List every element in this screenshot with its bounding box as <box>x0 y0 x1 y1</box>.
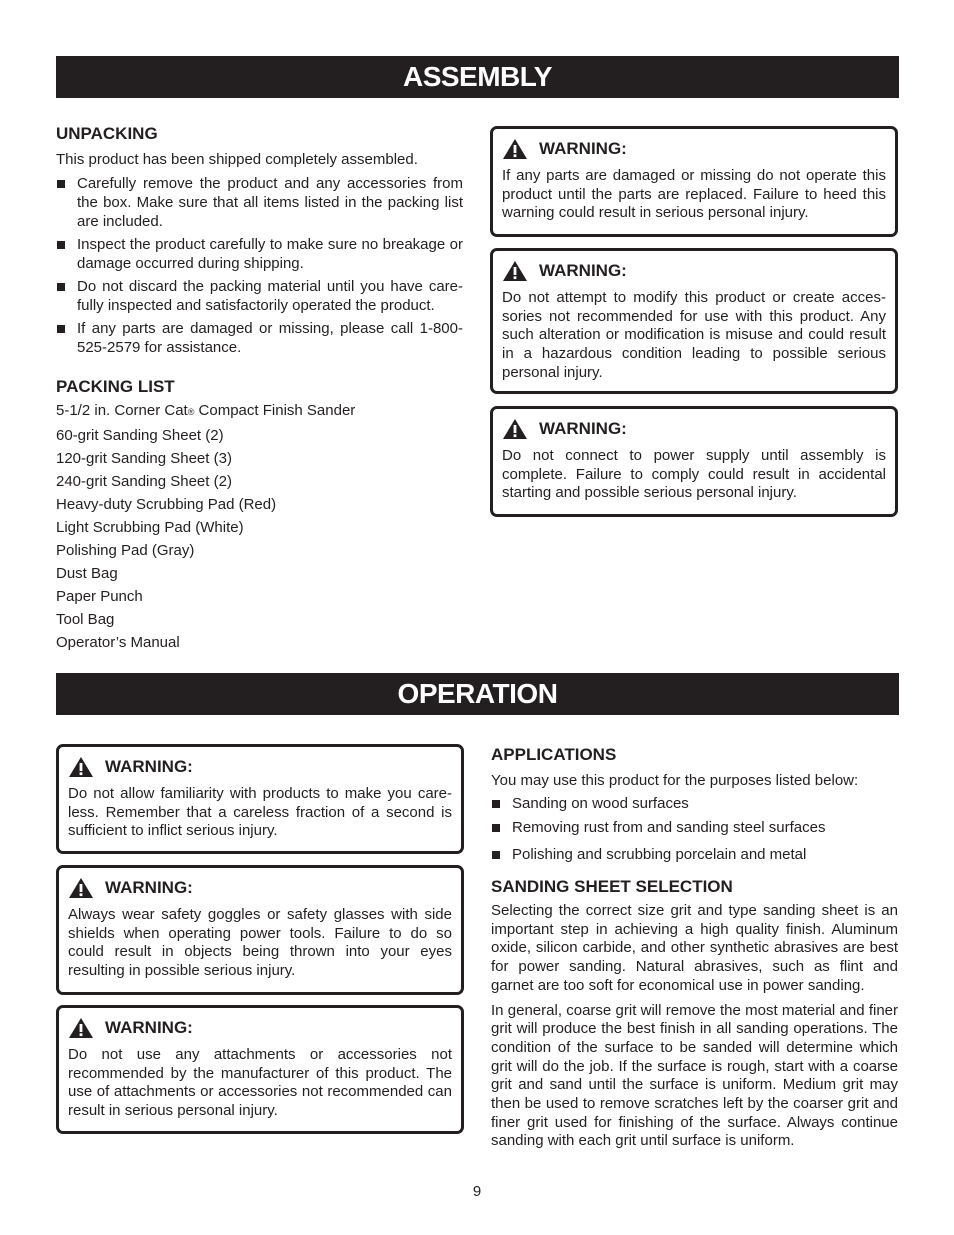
packing-list-item: Paper Punch <box>56 588 143 605</box>
unpacking-bullet: Carefully remove the product and any accessories from the box. Make sure that all items listed in the packing list are included. <box>56 174 463 231</box>
sanding-sheet-heading: SANDING SHEET SELECTION <box>491 877 733 896</box>
warning-triangle-icon <box>68 756 94 778</box>
applications-bullet: Removing rust from and sanding steel surfaces <box>491 818 898 837</box>
operation-section-title: OPERATION <box>56 673 899 715</box>
warning-triangle-icon <box>68 877 94 899</box>
warning-box <box>56 865 464 995</box>
warning-text: Do not use any attachments or accessories not recommended by the manufacturer of this product. The use of attachments or accessories not recommended can result in serious personal injury. <box>68 1046 452 1120</box>
unpacking-intro: This product has been shipped completely assembled. <box>56 151 418 168</box>
warning-box <box>490 248 898 394</box>
warning-triangle-icon <box>502 260 528 282</box>
packing-list-item: Polishing Pad (Gray) <box>56 542 195 559</box>
packing-list-item: Dust Bag <box>56 565 118 582</box>
operation-right-column <box>491 745 898 1151</box>
warning-text: Do not allow familiarity with products to make you care-less. Remember that a careless fraction of a second is sufficient to inflict serious injury. <box>68 785 452 840</box>
assembly-section-title: ASSEMBLY <box>56 56 899 98</box>
packing-list-heading: PACKING LIST <box>56 377 175 396</box>
unpacking-bullet: Do not discard the packing material until you have care-fully inspected and satisfactorily operated the product. <box>56 277 463 315</box>
bullet-square-icon <box>492 851 500 859</box>
bullet-square-icon <box>492 824 500 832</box>
bullet-square-icon <box>57 180 65 188</box>
bullet-square-icon <box>492 800 500 808</box>
warning-label: WARNING: <box>539 139 627 158</box>
packing-list-item: Operator’s Manual <box>56 634 180 651</box>
applications-bullet: Polishing and scrubbing porcelain and metal <box>491 845 898 864</box>
unpacking-heading: UNPACKING <box>56 124 158 143</box>
applications-bullet: Sanding on wood surfaces <box>491 794 898 813</box>
warning-text: Always wear safety goggles or safety glasses with side shields when operating power tools. Failure to do so could result in objects being thrown into your eyes resulting in possible serious injury. <box>68 906 452 980</box>
packing-list-item: 60-grit Sanding Sheet (2) <box>56 427 224 444</box>
bullet-square-icon <box>57 241 65 249</box>
unpacking-bullet: Inspect the product carefully to make sure no breakage or damage occurred during shipping. <box>56 235 463 273</box>
applications-bullet-list <box>491 794 898 864</box>
warning-label: WARNING: <box>539 419 627 438</box>
packing-list-item: 240-grit Sanding Sheet (2) <box>56 473 232 490</box>
packing-list-item: Heavy-duty Scrubbing Pad (Red) <box>56 496 277 513</box>
warning-triangle-icon <box>502 418 528 440</box>
warning-label: WARNING: <box>105 757 193 776</box>
bullet-square-icon <box>57 325 65 333</box>
unpacking-bullet: If any parts are damaged or missing, please call 1-800-525-2579 for assistance. <box>56 319 463 357</box>
sanding-sheet-paragraph: In general, coarse grit will remove the most material and finer grit will produce the best finish in all sanding operations. The condition of the surface to be sanded will determine which grit will do the job. If the surface is rough, start with a coarse grit and sand until the surface is uniform. Medium grit may then be used to remove scratches left by the coarser grit and finer grit used for finishing of the surface. Always continue sanding with each grit until surface is uniform. <box>491 1001 898 1150</box>
warning-text: Do not attempt to modify this product or create acces-sories not recommended for use with this product. Any such alteration or modification is misuse and could result in a hazardous condition leading to possible serious personal injury. <box>502 289 886 381</box>
warning-triangle-icon <box>68 1017 94 1039</box>
warning-box <box>56 744 464 854</box>
packing-list-item: Light Scrubbing Pad (White) <box>56 519 244 536</box>
packing-list <box>56 399 463 654</box>
packing-list-item: 5-1/2 in. Corner Cat® Compact Finish Sander <box>56 402 356 419</box>
packing-list-item: 120-grit Sanding Sheet (3) <box>56 450 232 467</box>
warning-box <box>56 1005 464 1134</box>
page-number: 9 <box>472 1183 482 1200</box>
warning-text: If any parts are damaged or missing do not operate this product until the parts are replaced. Failure to heed this warning could result in serious personal injury. <box>502 167 886 222</box>
packing-list-item: Tool Bag <box>56 611 115 628</box>
unpacking-bullet-list <box>56 174 463 357</box>
warning-label: WARNING: <box>539 261 627 280</box>
warning-triangle-icon <box>502 138 528 160</box>
sanding-sheet-paragraph: Selecting the correct size grit and type sanding sheet is an important step in achieving a high quality finish. Aluminum oxide, silicon carbide, and other synthetic abrasives are best for power sanding. Natural abrasives, such as flint and garnet are too soft for economical use in power sanding. <box>491 902 898 994</box>
warning-box <box>490 126 898 237</box>
warning-label: WARNING: <box>105 878 193 897</box>
warning-box <box>490 406 898 517</box>
assembly-left-column <box>56 124 463 654</box>
bullet-square-icon <box>57 283 65 291</box>
applications-intro: You may use this product for the purposes listed below: <box>491 772 859 789</box>
warning-text: Do not connect to power supply until assembly is complete. Failure to comply could result in accidental starting and possible serious personal injury. <box>502 447 886 502</box>
applications-heading: APPLICATIONS <box>491 745 617 764</box>
registered-mark: ® <box>187 407 195 417</box>
warning-label: WARNING: <box>105 1018 193 1037</box>
